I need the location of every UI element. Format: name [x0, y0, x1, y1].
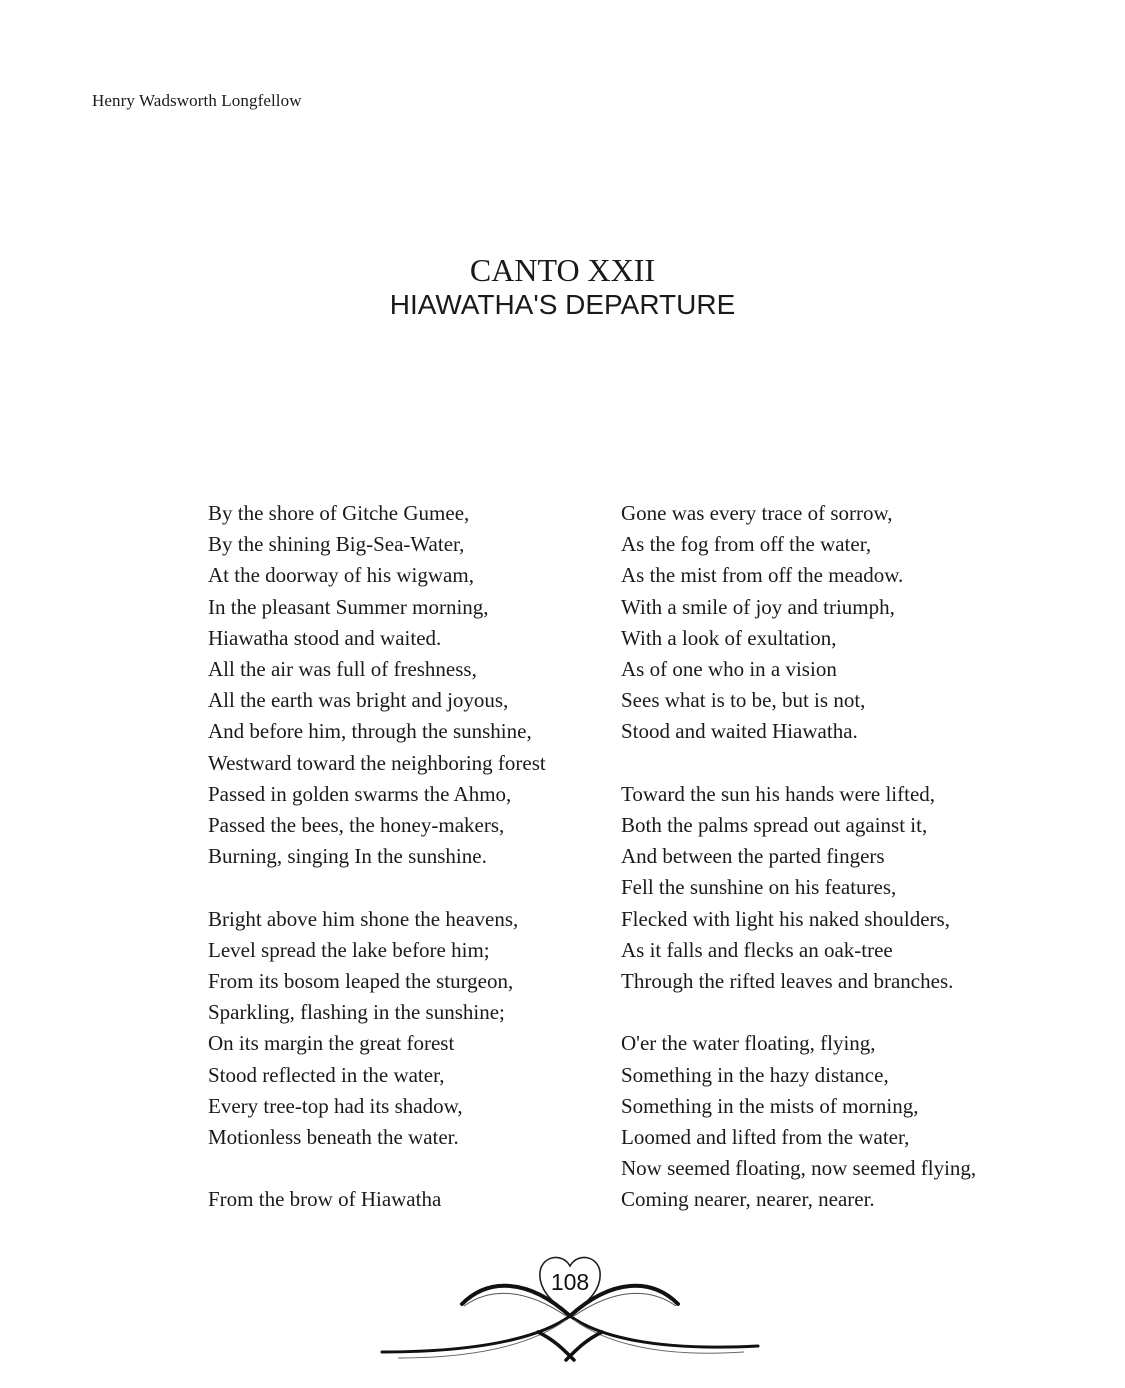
verse-line: Sparkling, flashing in the sunshine; [208, 1000, 505, 1025]
stanza [208, 1184, 546, 1215]
stanza [208, 498, 546, 872]
verse-line: Toward the sun his hands were lifted, [621, 781, 936, 806]
verse-line: Burning, singing In the sunshine. [208, 844, 487, 869]
verse-line: By the shining Big-Sea-Water, [208, 532, 465, 557]
verse-line: Westward toward the neighboring forest [208, 750, 546, 775]
verse-line: Bright above him shone the heavens, [208, 906, 519, 931]
verse-line: As the fog from off the water, [621, 532, 872, 557]
verse-line: In the pleasant Summer morning, [208, 594, 489, 619]
verse-line: Something in the hazy distance, [621, 1062, 889, 1087]
verse-line: As of one who in a vision [621, 657, 837, 682]
verse-line: Sees what is to be, but is not, [621, 688, 866, 713]
verse-line: Passed in golden swarms the Ahmo, [208, 781, 512, 806]
poem-column-right [621, 498, 976, 1216]
stanza [621, 779, 976, 997]
verse-line: At the doorway of his wigwam, [208, 563, 474, 588]
page-number: 108 [550, 1269, 590, 1295]
verse-line: Something in the mists of morning, [621, 1093, 919, 1118]
canto-title: HIAWATHA'S DEPARTURE [389, 289, 736, 320]
verse-line: As the mist from off the meadow. [621, 563, 904, 588]
verse-line: All the earth was bright and joyous, [208, 688, 509, 713]
verse-line: On its margin the great forest [208, 1031, 455, 1056]
verse-line: Through the rifted leaves and branches. [621, 969, 954, 994]
verse-line: From its bosom leaped the sturgeon, [208, 969, 514, 994]
poem-column-left [208, 498, 546, 1216]
verse-line: Stood and waited Hiawatha. [621, 719, 858, 744]
verse-line: By the shore of Gitche Gumee, [208, 501, 470, 525]
verse-line: Now seemed floating, now seemed flying, [621, 1156, 977, 1181]
heart-flourish-ornament-icon [378, 1248, 762, 1368]
verse-line: From the brow of Hiawatha [208, 1187, 442, 1212]
verse-line: Loomed and lifted from the water, [621, 1125, 910, 1150]
page-footer [378, 1248, 762, 1368]
stanza [208, 904, 546, 1154]
verse-line: O'er the water floating, flying, [621, 1031, 876, 1056]
verse-line: Motionless beneath the water. [208, 1125, 459, 1150]
running-header-author: Henry Wadsworth Longfellow [92, 91, 302, 110]
verse-line: Fell the sunshine on his features, [621, 875, 897, 900]
verse-line: All the air was full of freshness, [208, 657, 477, 682]
verse-line: Every tree-top had its shadow, [208, 1093, 463, 1118]
verse-line: Both the palms spread out against it, [621, 813, 928, 838]
verse-line: As it falls and flecks an oak-tree [621, 937, 893, 962]
verse-line: With a smile of joy and triumph, [621, 594, 895, 619]
verse-line: Coming nearer, nearer, nearer. [621, 1187, 875, 1212]
verse-line: Level spread the lake before him; [208, 937, 490, 962]
stanza [621, 1028, 976, 1215]
verse-line: Passed the bees, the honey-makers, [208, 813, 505, 838]
verse-line: Gone was every trace of sorrow, [621, 501, 893, 525]
verse-line: Flecked with light his naked shoulders, [621, 906, 950, 931]
verse-line: With a look of exultation, [621, 625, 837, 650]
verse-line: And before him, through the sunshine, [208, 719, 532, 744]
verse-line: Stood reflected in the water, [208, 1062, 445, 1087]
canto-heading [0, 251, 1125, 321]
stanza [621, 498, 976, 748]
verse-line: And between the parted fingers [621, 844, 885, 869]
verse-line: Hiawatha stood and waited. [208, 625, 442, 650]
canto-number: CANTO XXII [469, 252, 656, 288]
